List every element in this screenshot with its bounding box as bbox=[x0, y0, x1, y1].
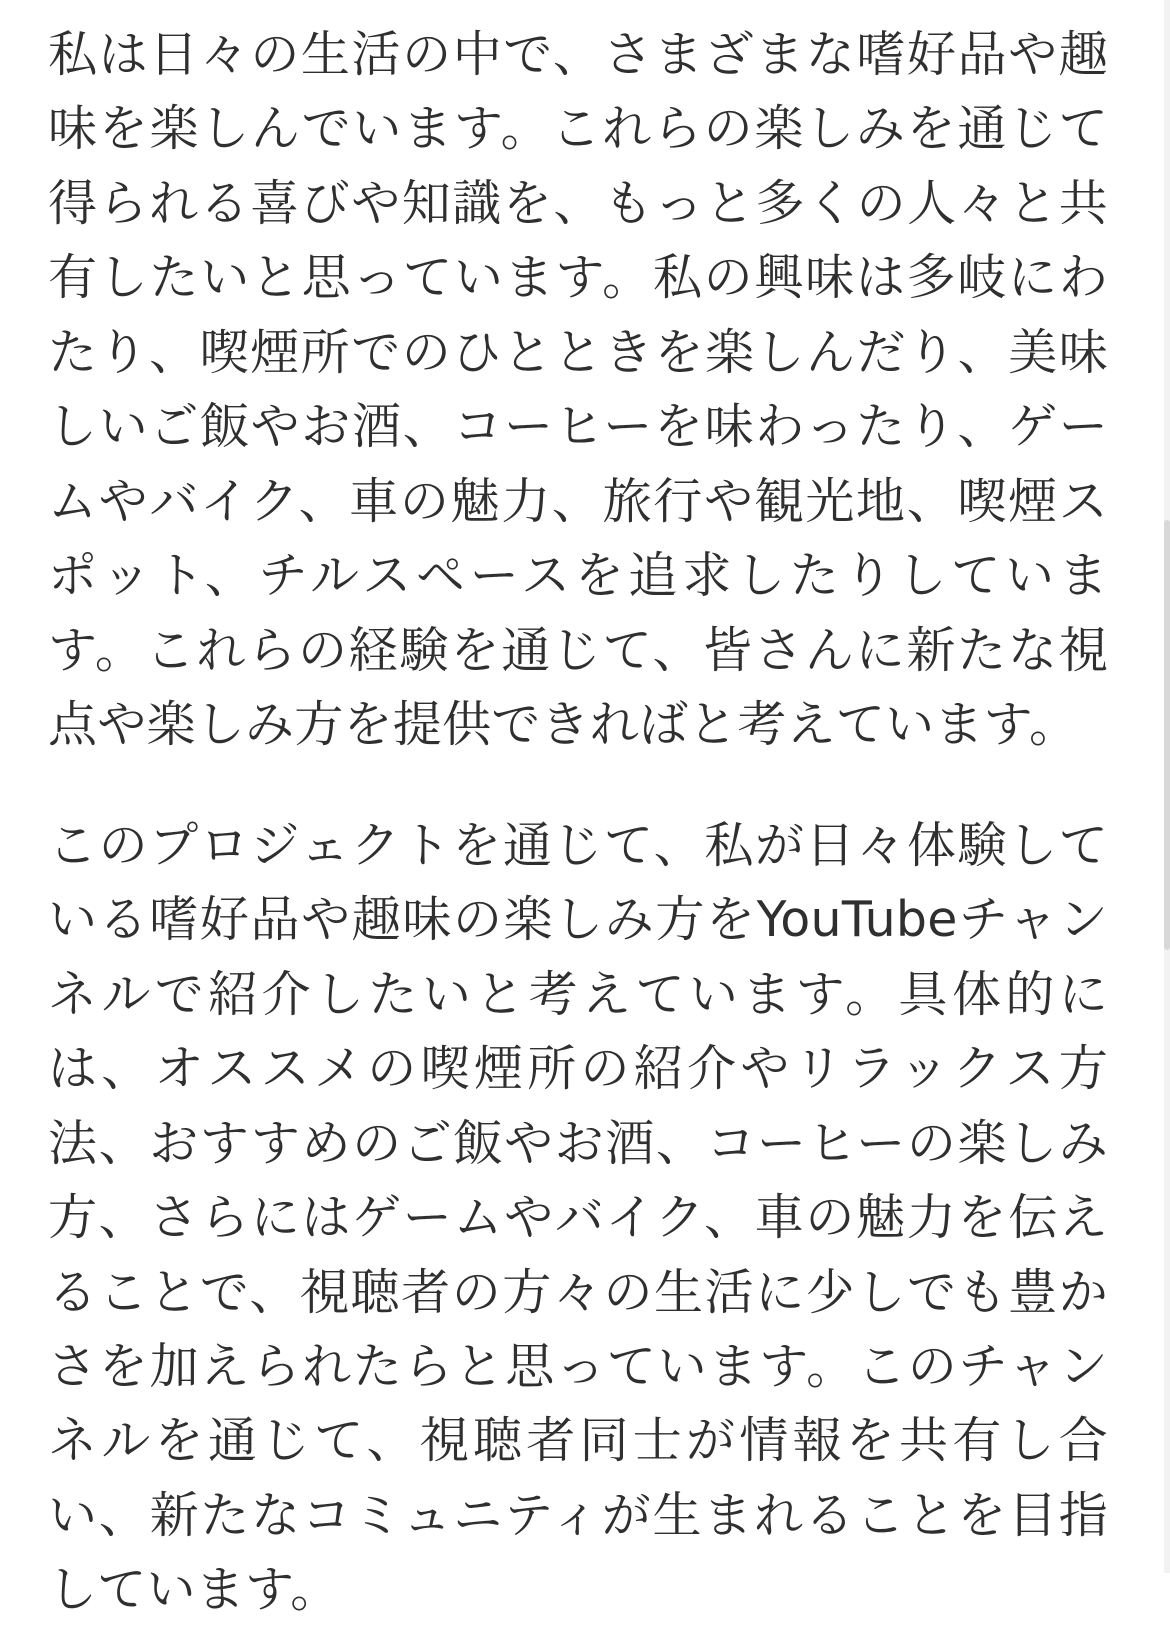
vertical-scrollbar[interactable] bbox=[1164, 0, 1170, 1573]
paragraph-1: 私は日々の生活の中で、さまざまな嗜好品や趣味を楽しんでいます。これらの楽しみを通じて得られる喜びや知識を、もっと多くの人々と共有したいと思っています。私の興味は多岐にわたり、喫煙所でのひとときを楽しんだり、美味しいご飯やお酒、コーヒーを味わったり、ゲームやバイク、車の魅力、旅行や観光地、喫煙スポット、チルスペースを追求したりしています。これらの経験を通じて、皆さんに新たな視点や楽しみ方を提供できればと考えています。 bbox=[48, 26, 1108, 754]
scrollbar-thumb[interactable] bbox=[1164, 520, 1170, 950]
article-body bbox=[48, 18, 1108, 1628]
paragraph-2: このプロジェクトを通じて、私が日々体験している嗜好品や趣味の楽しみ方をYouTubeチャンネルで紹介したいと考えています。具体的には、オススメの喫煙所の紹介やリラックス方法、おすすめのご飯やお酒、コーヒーの楽しみ方、さらにはゲームやバイク、車の魅力を伝えることで、視聴者の方々の生活に少しでも豊かさを加えられたらと思っています。このチャンネルを通じて、視聴者同士が情報を共有し合い、新たなコミュニティが生まれることを目指しています。 bbox=[48, 816, 1108, 1619]
